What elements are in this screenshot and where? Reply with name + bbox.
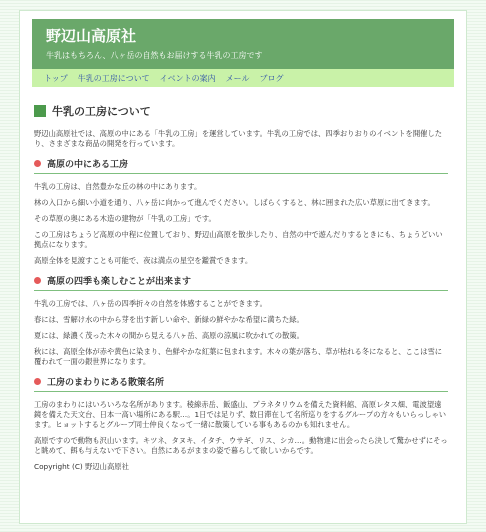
page-container — [19, 10, 467, 524]
section-heading — [34, 157, 448, 174]
paragraph: 高原全体を見渡すことも可能で、夜は満点の星空を鑑賞できます。 — [34, 256, 253, 265]
nav-bar — [32, 69, 454, 87]
paragraph: 春には、雪解け水の中から芽を出す新しい命や、新緑の鮮やかな希望に満ちた緑。 — [34, 315, 304, 324]
section-heading — [34, 274, 448, 291]
nav-mail[interactable]: メール — [225, 73, 250, 83]
nav-events[interactable]: イベントの案内 — [159, 73, 216, 83]
section-title: 高原の四季も楽しむことが出来ます — [47, 277, 192, 287]
square-icon — [34, 105, 46, 117]
nav-top[interactable]: トップ — [44, 73, 68, 83]
paragraph: その草原の奥にある木造の建物が「牛乳の工房」です。 — [34, 214, 216, 223]
bullet-dot-icon — [34, 378, 41, 385]
paragraph: 牛乳の工房は、自然豊かな丘の林の中にあります。 — [34, 182, 202, 191]
intro-text: 野辺山高原社では、高原の中にある「牛乳の工房」を運営しています。牛乳の工房では、四季おりおりのイベントを開催したり、さまざまな商品の開発を行っています。 — [34, 129, 443, 148]
nav-about[interactable]: 牛乳の工房について — [77, 73, 150, 83]
paragraph: 工房のまわりにはいろいろな名所があります。稜線赤岳、飯盛山、プラネタリウムを備えた資料館、高原レタス畑、電波望遠鏡を備えた天文台、日本一高い場所にある駅…。1日では足りず、数日滞在して名所巡りをするグループの方々もいらっしゃいます。ヒョットするとグループ同士仲良くなって一緒に散策している事もあるのかも知れません。 — [34, 400, 447, 429]
main-heading — [34, 103, 448, 119]
paragraph: 林の入口から細い小道を通り、八ヶ岳に向かって進んでください。しばらくすると、林に囲まれた広い草原に出てきます。 — [34, 198, 435, 207]
paragraph: 夏には、緑濃く茂った木々の間から見える八ヶ岳、高原の涼風に吹かれての散策。 — [34, 331, 304, 340]
paragraph: この工房はちょうど高原の中程に位置しており、野辺山高原を散歩したり、自然の中で遊んだりするときにも、ちょうどいい拠点になります。 — [34, 230, 443, 249]
main-title: 牛乳の工房について — [52, 105, 151, 118]
site-tagline: 牛乳はもちろん、八ヶ岳の自然もお届けする牛乳の工房です — [46, 51, 263, 60]
nav-blog[interactable]: ブログ — [259, 73, 284, 83]
section-title: 高原の中にある工房 — [47, 160, 129, 170]
footer-copyright: Copyright (C) 野辺山高原社 — [34, 462, 129, 471]
bullet-dot-icon — [34, 277, 41, 284]
site-header — [32, 19, 454, 69]
section-heading — [34, 375, 448, 392]
paragraph: 牛乳の工房では、八ヶ岳の四季折々の自然を体感することができます。 — [34, 299, 267, 308]
section-title: 工房のまわりにある散策名所 — [47, 378, 165, 388]
paragraph: 高原ですので動物も沢山います。キツネ、タヌキ、イタチ、ウサギ、リス、シカ…。動物達に出会ったら決して驚かせずにそっと眺めて、餌も与えないで下さい。自然にあるがままの姿で暮らして欲しいからです。 — [34, 436, 448, 455]
site-title[interactable]: 野辺山高原社 — [46, 27, 137, 45]
main-content — [32, 87, 454, 472]
paragraph: 秋には、高原全体が赤や黄色に染まり、色鮮やかな紅葉に包まれます。木々の葉が落ち、草が枯れる冬になると、ここは雪に覆われて一面の銀世界になります。 — [34, 347, 443, 366]
bullet-dot-icon — [34, 160, 41, 167]
